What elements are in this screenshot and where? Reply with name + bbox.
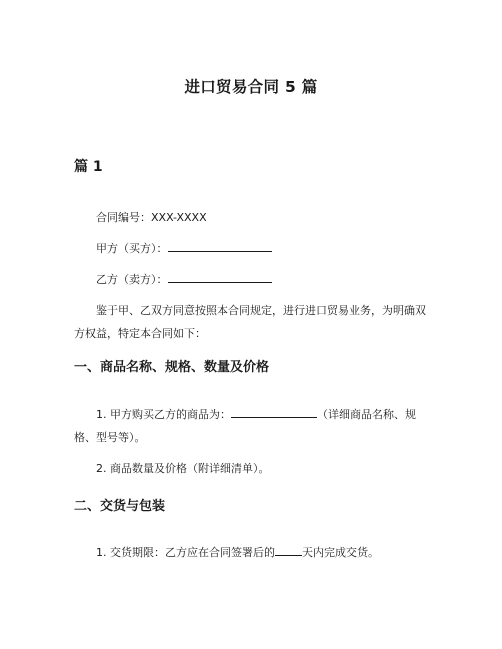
section-1-item-2 (74, 457, 434, 480)
party-a-blank (168, 239, 272, 252)
delivery-days-blank (275, 543, 302, 556)
section-2-item-1-suffix: 天内完成交货。 (302, 546, 379, 559)
party-b-label: 乙方（卖方）： (96, 273, 168, 286)
contract-number-text: 合同编号：XXX-XXXX (96, 211, 207, 224)
section-1-item-1 (74, 403, 434, 449)
section-1-item-1-prefix: 1. 甲方购买乙方的商品为： (96, 408, 231, 421)
section-2-item-1-prefix: 1. 交货期限：乙方应在合同签署后的 (96, 546, 275, 559)
section-2-item-1 (74, 541, 434, 564)
contract-number-line (74, 206, 434, 229)
section-1-heading: 一、商品名称、规格、数量及价格 (74, 360, 270, 375)
party-b-line (74, 268, 434, 291)
preamble-paragraph (74, 299, 434, 345)
preamble-text: 鉴于甲、乙双方同意按照本合同规定，进行进口贸易业务，为明确双方权益，特定本合同如下： (74, 304, 426, 340)
party-a-line (74, 237, 434, 260)
section-2-heading: 二、交货与包装 (74, 499, 166, 514)
section-1-item-2-text: 2. 商品数量及价格（附详细清单）。 (96, 462, 270, 475)
party-a-label: 甲方（买方）： (96, 242, 168, 255)
product-name-blank (231, 405, 317, 418)
chapter-heading: 篇 1 (74, 159, 103, 175)
party-b-blank (168, 270, 272, 283)
document-title: 进口贸易合同 5 篇 (184, 78, 318, 96)
section-1-item-1-suffix: （详细商品名称、规格、型号等）。 (74, 408, 416, 444)
